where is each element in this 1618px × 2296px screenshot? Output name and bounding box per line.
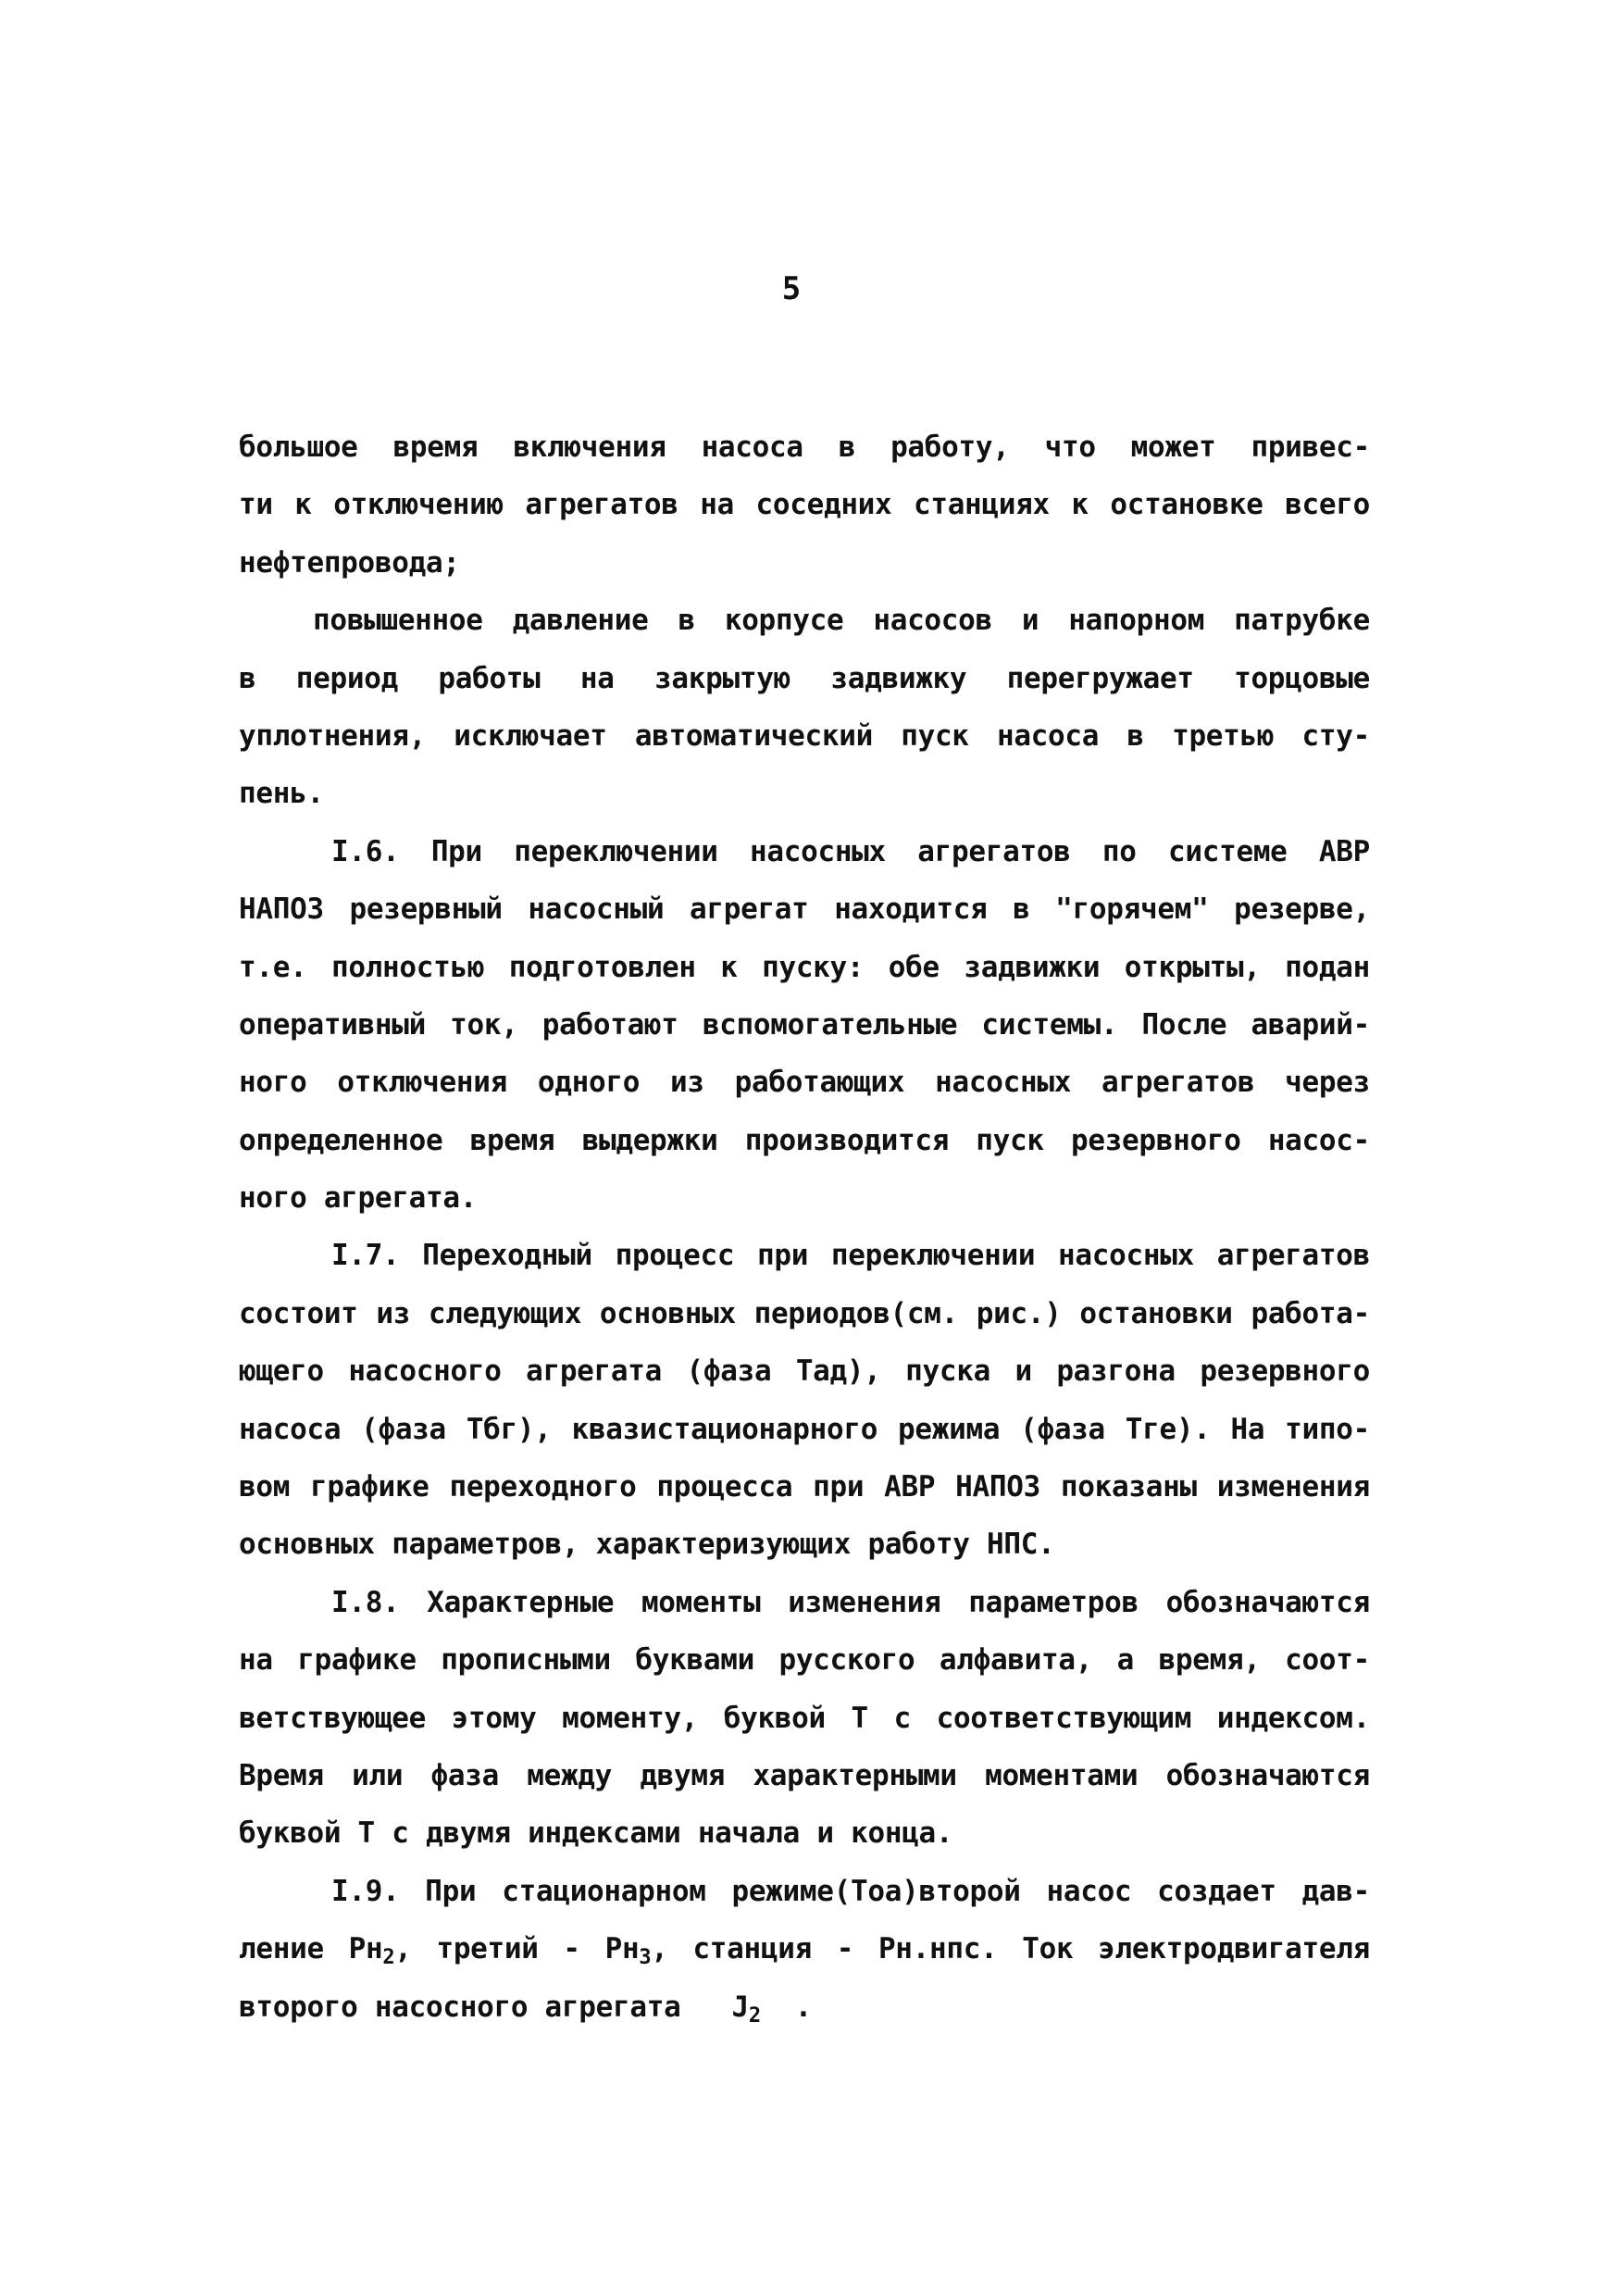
- text-line: ного агрегата.: [239, 1181, 478, 1216]
- paragraph-1-8: [239, 1574, 1370, 1863]
- text-line: ющего насосного агрегата (фаза Тад), пуска и разгона резервного: [239, 1354, 1370, 1389]
- text-fragment: , станция - Рн.нпс. Ток электродвигателя: [651, 1932, 1370, 1966]
- paragraph-1: [239, 418, 1370, 592]
- paragraph-1-6: [239, 823, 1370, 1228]
- text-line: в период работы на закрытую задвижку перегружает торцовые: [239, 661, 1370, 695]
- text-line: [239, 1920, 1370, 1978]
- text-fragment: .: [760, 1990, 812, 2024]
- text-fragment: ление Рн: [239, 1932, 383, 1966]
- text-line: пень.: [239, 777, 324, 811]
- paragraph-1-7: [239, 1227, 1370, 1573]
- text-line: буквой Т с двумя индексами начала и конца.: [239, 1816, 953, 1851]
- page-number: 5: [781, 270, 802, 307]
- text-line: [239, 1978, 1370, 2036]
- text-line: насоса (фаза Тбг), квазистационарного режима (фаза Тге). На типо-: [239, 1412, 1370, 1446]
- text-line: I.8. Характерные моменты изменения параметров обозначаются: [331, 1585, 1370, 1619]
- text-line: вом графике переходного процесса при АВР НАПОЗ показаны изменения: [239, 1470, 1370, 1504]
- text-line: ветствующее этому моменту, буквой Т с соответствующим индексом.: [239, 1701, 1370, 1735]
- subscript: 3: [639, 1946, 652, 1970]
- text-line: ти к отключению агрегатов на соседних станциях к остановке всего: [239, 488, 1370, 522]
- text-line: оперативный ток, работают вспомогательные системы. После аварий-: [239, 1007, 1370, 1042]
- text-line: НАПОЗ резервный насосный агрегат находится в "горячем" резерве,: [239, 892, 1370, 927]
- text-line: нефтепровода;: [239, 545, 460, 580]
- text-line: т.е. полностью подготовлен к пуску: обе задвижки открыты, подан: [239, 950, 1370, 984]
- text-line: I.7. Переходный процесс при переключении насосных агрегатов: [331, 1239, 1370, 1273]
- text-line: ного отключения одного из работающих насосных агрегатов через: [239, 1066, 1370, 1100]
- text-line: I.9. При стационарном режиме(Тоа)второй насос создает дав-: [331, 1874, 1370, 1908]
- text-fragment: второго насосного агрегата J: [239, 1990, 749, 2024]
- subscript: 2: [748, 2003, 761, 2028]
- text-line: повышенное давление в корпусе насосов и напорном патрубке: [313, 604, 1370, 638]
- text-line: уплотнения, исключает автоматический пуск насоса в третью сту-: [239, 718, 1370, 753]
- text-line: основных параметров, характеризующих работу НПС.: [239, 1528, 1055, 1562]
- text-fragment: , третий - Рн: [394, 1932, 640, 1966]
- subscript: 2: [382, 1946, 395, 1970]
- text-line: Время или фаза между двумя характерными моментами обозначаются: [239, 1758, 1370, 1792]
- paragraph-1-9: [239, 1863, 1370, 2036]
- text-line: большое время включения насоса в работу, что может привес-: [239, 430, 1370, 464]
- body-text: [239, 418, 1370, 2036]
- paragraph-2: [239, 592, 1370, 823]
- text-line: состоит из следующих основных периодов(см. рис.) остановки работа-: [239, 1296, 1370, 1330]
- text-line: на графике прописными буквами русского алфавита, а время, соот-: [239, 1643, 1370, 1678]
- text-line: I.6. При переключении насосных агрегатов по системе АВР: [331, 834, 1370, 868]
- text-line: определенное время выдержки производится пуск резервного насос-: [239, 1123, 1370, 1157]
